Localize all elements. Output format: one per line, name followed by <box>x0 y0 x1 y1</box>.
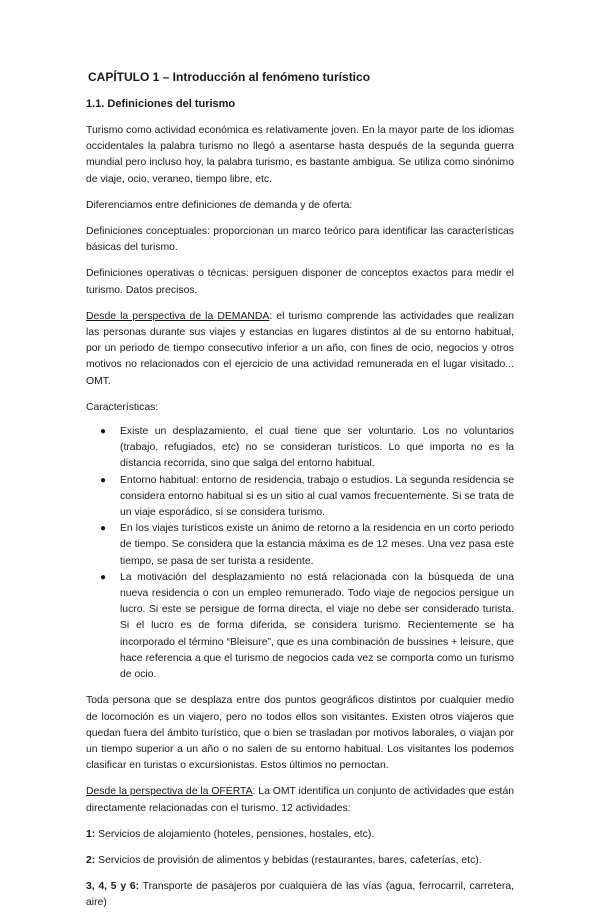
oferta-text: : La OMT identifica un conjunto de actividades que están directamente relacionadas con el turismo. 12 actividades: <box>86 786 515 814</box>
operativas-paragraph: Definiciones operativas o técnicas: persiguen disponer de conceptos exactos para medir el turismo. Datos precisos. <box>86 268 514 296</box>
list-item: ● La motivación del desplazamiento no está relacionada con la búsqueda de una nueva residencia o con un empleo remunerado. Todo viaje de negocios persigue un lucro. Si este se persigue de forma directa, el viaje no debe ser considerado turista. Si el lucro es de forma diferida, se considera turismo. Recientemente se ha incorporado el término “Bleisure”, que es una combinación de bussines + leisure, que hace referencia a que el turismo de negocios cada vez se comporta como un turismo de ocio. <box>100 571 514 681</box>
bullet-icon: ● <box>100 426 107 438</box>
demanda-text: : el turismo comprende las actividades que realizan las personas durante sus viajes y estancias en lugares distintos al de su entorno habitual, por un periodo de tiempo consecutivo inferior a un año, con fines de ocio, negocios y otros motivos no relacionados con el ejercicio de una actividad remunerada en el lugar visitado... OMT. <box>86 310 514 387</box>
conceptuales-paragraph: Definiciones conceptuales: proporcionan un marco teórico para identificar las características básicas del turismo. <box>86 226 514 254</box>
actividad-3: 3, 4, 5 y 6: Transporte de pasajeros por cualquiera de las vías (agua, ferrocarril, carretera, aire) <box>86 881 514 909</box>
bullet-icon: ● <box>100 523 107 535</box>
chapter-title: CAPÍTULO 1 – Introducción al fenómeno turístico <box>88 70 371 84</box>
list-item: ● En los viajes turísticos existe un ánimo de retorno a la residencia en un corto periodo de tiempo. Se considera que la estancia máxima es de 12 meses. Una vez pasa este tiempo, se pasa de ser turista a residente. <box>100 523 514 567</box>
caracteristicas-list <box>86 424 514 683</box>
list-item: ● Existe un desplazamiento, el cual tiene que ser voluntario. Los no voluntarios (trabajo, refugiados, etc) no se consideran turísticos. Lo que importa no es la distancia recorrida, sino que salga del entorno habitual. <box>100 426 514 470</box>
section-title: 1.1. Definiciones del turismo <box>86 98 236 110</box>
viajeros-paragraph: Toda persona que se desplaza entre dos puntos geográficos distintos por cualquier medio de locomoción es un viajero, pero no todos ellos son visitantes. Existen otros viajeros que quedan fuera del ámbito turístico, que o bien se trasladan por motivos laborales, o viajan por un tiempo superior a un año o no salen de su entorno habitual. Los visitantes los podemos clasificar en turistas o excursionistas. Estos últimos no pernoctan. <box>86 695 514 772</box>
bullet-icon: ● <box>100 571 107 583</box>
oferta-paragraph <box>86 784 514 816</box>
demanda-label: Desde la perspectiva de la DEMANDA <box>86 310 270 322</box>
list-item: ● Entorno habitual: entorno de residencia, trabajo o estudios. La segunda residencia se considera entorno habitual si es un sitio al cual vamos frecuentemente. Si se trata de un viaje esporádico, sí se considera turismo. <box>100 474 514 519</box>
diferenciamos-paragraph: Diferenciamos entre definiciones de demanda y de oferta: <box>86 199 353 211</box>
caracteristicas-heading: Características: <box>86 401 159 413</box>
bullet-icon: ● <box>100 474 107 486</box>
actividad-2: 2: Servicios de provisión de alimentos y bebidas (restaurantes, bares, cafeterías, etc). <box>86 854 482 866</box>
intro-paragraph: Turismo como actividad económica es relativamente joven. En la mayor parte de los idiomas occidentales la palabra turismo no llegó a asentarse hasta después de la segunda guerra mundial pero incluso hoy, la palabra turismo, es bastante ambigua. Se utiliza como sinónimo de viaje, ocio, veraneo, tiempo libre, etc. <box>86 125 514 185</box>
actividad-1: 1: Servicios de alojamiento (hoteles, pensiones, hostales, etc). <box>86 828 375 840</box>
demanda-paragraph <box>86 309 514 390</box>
oferta-label: Desde la perspectiva de la OFERTA <box>86 786 253 798</box>
